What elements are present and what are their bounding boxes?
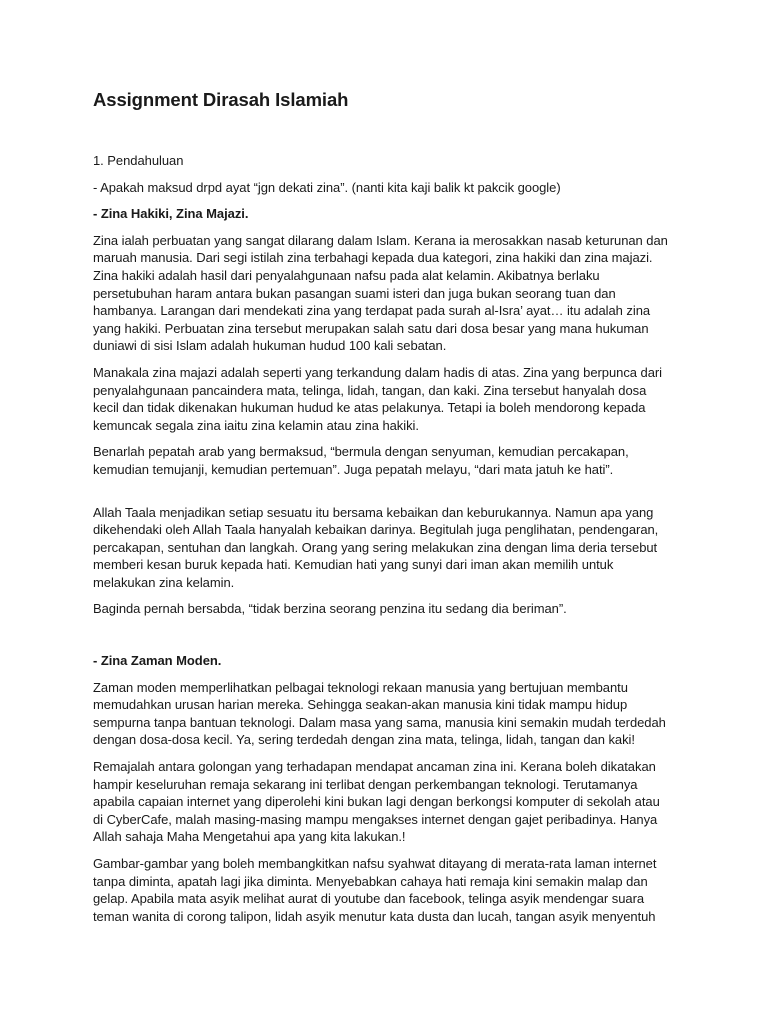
heading-zina-hakiki-majazi: - Zina Hakiki, Zina Majazi. (93, 206, 249, 222)
paragraph-5: Baginda pernah bersabda, “tidak berzina seorang penzina itu sedang dia beriman”. (93, 601, 567, 617)
paragraph-7: Remajalah antara golongan yang terhadapan mendapat ancaman zina ini. Kerana boleh dikatakan hampir keseluruhan remaja sekarang ini terlibat dengan perkembangan teknologi. Terutamanya apabila capaian internet yang diperolehi kini bukan lagi dengan berkongsi komputer di sekolah atau di CyberCafe, malah masing-masing mampu mengakses internet dengan gajet peribadinya. Hanya Allah sahaja Maha Mengetahui apa yang kita lakukan.! (93, 759, 660, 845)
paragraph-1: Zina ialah perbuatan yang sangat dilarang dalam Islam. Kerana ia merosakkan nasab keturunan dan maruah manusia. Dari segi istilah zina terbahagi kepada dua kategori, zina hakiki dan zina majazi. Zina hakiki adalah hasil dari penyalahgunaan nafsu pada alat kelamin. Akibatnya berlaku persetubuhan haram antara bukan pasangan suami isteri dan juga bukan seorang tuan dan hambanya. Larangan dari mendekati zina yang terdapat pada surah al-Isra’ ayat… itu adalah zina yang hakiki. Perbuatan zina tersebut merupakan salah satu dari dosa besar yang mana hukuman duniawi di sisi Islam adalah hukuman hudud 100 kali sebatan. (93, 232, 668, 354)
paragraph-6: Zaman moden memperlihatkan pelbagai teknologi rekaan manusia yang bertujuan membantu memudahkan urusan harian mereka. Sehingga seakan-akan manusia kini tidak mampu hidup sempurna tanpa bantuan teknologi. Dalam masa yang sama, manusia kini semakin mudah terdedah dengan dosa-dosa kecil. Ya, sering terdedah dengan zina mata, telinga, lidah, tangan dan kaki! (93, 679, 666, 748)
paragraph-8: Gambar-gambar yang boleh membangkitkan nafsu syahwat ditayang di merata-rata laman internet tanpa diminta, apatah lagi jika diminta. Menyebabkan cahaya hati remaja kini semakin malap dan gelap. Apabila mata asyik melihat aurat di youtube dan facebook, telinga asyik mendengar suara teman wanita di corong talipon, lidah asyik menutur kata dusta dan lucah, tangan asyik menyentuh (93, 856, 657, 924)
document-title: Assignment Dirasah Islamiah (93, 89, 349, 110)
question-line: - Apakah maksud drpd ayat “jgn dekati zina”. (nanti kita kaji balik kt pakcik google) (93, 179, 561, 195)
heading-zina-zaman-moden: - Zina Zaman Moden. (93, 653, 222, 669)
paragraph-4: Allah Taala menjadikan setiap sesuatu itu bersama kebaikan dan keburukannya. Namun apa yang dikehendaki oleh Allah Taala hanyalah kebaikan darinya. Begitulah juga penglihatan, pendengaran, percakapan, sentuhan dan langkah. Orang yang sering melakukan zina dengan lima deria tersebut memberi kesan buruk kepada hati. Kemudian hati yang sunyi dari iman akan memilih untuk melakukan zina kelamin. (93, 504, 659, 590)
spacer (93, 627, 673, 652)
paragraph-3: Benarlah pepatah arab yang bermaksud, “bermula dengan senyuman, kemudian percakapan, kemudian temujanji, kemudian pertemuan”. Juga pepatah melayu, “dari mata jatuh ke hati”. (93, 444, 629, 477)
spacer (93, 488, 673, 504)
section-intro: 1. Pendahuluan (93, 153, 184, 168)
paragraph-2: Manakala zina majazi adalah seperti yang terkandung dalam hadis di atas. Zina yang berpunca dari penyalahgunaan pancaindera mata, telinga, lidah, tangan, dan kaki. Zina tersebut hanyalah dosa kecil dan tidak dikenakan hukuman hudud ke atas pelakunya. Tetapi ia boleh mendorong kepada kemuncak segala zina iaitu zina kelamin atau zina hakiki. (93, 364, 662, 433)
document-page (93, 86, 673, 934)
